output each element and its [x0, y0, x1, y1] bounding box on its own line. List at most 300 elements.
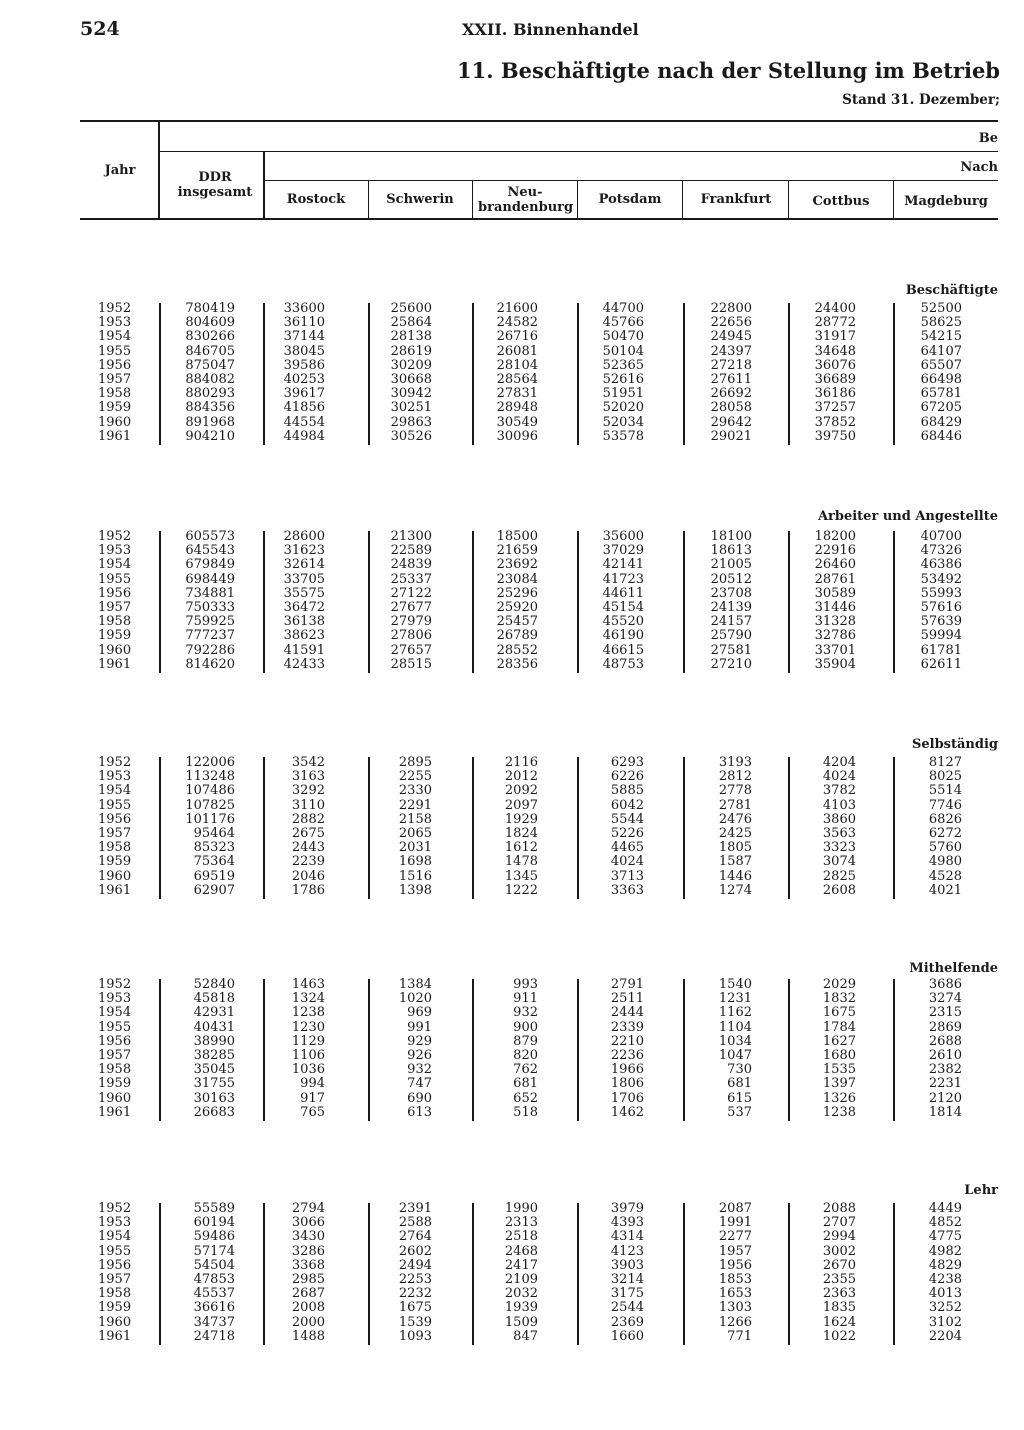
frankfurt-cell: 2277: [718, 1229, 752, 1245]
neubrandenburg-cell: 518: [513, 1104, 538, 1120]
column-divider: [577, 531, 579, 673]
neubrandenburg-cell: 28564: [496, 371, 538, 387]
table-row: [80, 530, 1000, 544]
frankfurt-cell: 27611: [710, 371, 752, 387]
year-cell: 1955: [98, 797, 132, 813]
schwerin-cell: 2253: [398, 1271, 432, 1287]
neubrandenburg-cell: 2518: [504, 1229, 538, 1245]
cottbus-cell: 32786: [814, 628, 856, 644]
ddr-cell: 891968: [185, 414, 235, 430]
section-label-lehr: Lehr: [964, 1183, 998, 1198]
potsdam-cell: 45520: [602, 614, 644, 630]
year-cell: 1953: [98, 543, 132, 559]
year-cell: 1956: [98, 357, 132, 373]
column-divider: [893, 531, 895, 673]
year-cell: 1959: [98, 1300, 132, 1316]
cottbus-cell: 2707: [822, 1215, 856, 1231]
ddr-cell: 804609: [185, 315, 235, 331]
frankfurt-cell: 1991: [718, 1215, 752, 1231]
rostock-cell: 3292: [291, 783, 325, 799]
cottbus-cell: 3860: [822, 811, 856, 827]
schwerin-cell: 969: [407, 1005, 432, 1021]
header-vline: [472, 181, 473, 218]
frankfurt-cell: 1034: [718, 1033, 752, 1049]
magdeburg-cell: 2610: [928, 1047, 962, 1063]
potsdam-cell: 50104: [602, 343, 644, 359]
cottbus-cell: 33701: [814, 642, 856, 658]
page-number: 524: [80, 18, 120, 40]
year-cell: 1956: [98, 585, 132, 601]
magdeburg-cell: 68446: [920, 428, 962, 444]
ddr-cell: 38990: [193, 1033, 235, 1049]
cottbus-cell: 36186: [814, 386, 856, 402]
frankfurt-cell: 23708: [710, 585, 752, 601]
rostock-cell: 2046: [291, 868, 325, 884]
schwerin-cell: 30526: [390, 428, 432, 444]
rostock-cell: 44554: [283, 414, 325, 430]
magdeburg-cell: 58625: [920, 315, 962, 331]
neubrandenburg-cell: 1478: [504, 854, 538, 870]
potsdam-cell: 6042: [610, 797, 644, 813]
rostock-cell: 35575: [283, 585, 325, 601]
frankfurt-cell: 1104: [718, 1019, 752, 1035]
cottbus-cell: 30589: [814, 585, 856, 601]
cottbus-cell: 28772: [814, 315, 856, 331]
table-row: [80, 316, 1000, 330]
year-cell: 1961: [98, 1104, 132, 1120]
neubrandenburg-cell: 23084: [496, 571, 538, 587]
year-cell: 1959: [98, 854, 132, 870]
year-cell: 1954: [98, 557, 132, 573]
potsdam-cell: 5226: [610, 825, 644, 841]
neubrandenburg-cell: 2109: [504, 1271, 538, 1287]
cottbus-cell: 31446: [814, 599, 856, 615]
cottbus-cell: 2029: [822, 977, 856, 992]
table-row: [80, 1092, 1000, 1106]
frankfurt-cell: 29642: [710, 414, 752, 430]
potsdam-cell: 50470: [602, 329, 644, 345]
neubrandenburg-cell: 26716: [496, 329, 538, 345]
schwerin-cell: 24839: [390, 557, 432, 573]
magdeburg-cell: 57639: [920, 614, 962, 630]
table-row: [80, 1202, 1000, 1216]
potsdam-cell: 4465: [610, 840, 644, 856]
magdeburg-cell: 2869: [928, 1019, 962, 1035]
rostock-cell: 38623: [283, 628, 325, 644]
frankfurt-cell: 27218: [710, 357, 752, 373]
table-row: [80, 401, 1000, 415]
column-divider: [159, 1203, 161, 1345]
ddr-cell: 54504: [193, 1257, 235, 1273]
ddr-cell: 26683: [193, 1104, 235, 1120]
neubrandenburg-cell: 1824: [504, 825, 538, 841]
magdeburg-cell: 4852: [928, 1215, 962, 1231]
frankfurt-cell: 2812: [718, 769, 752, 785]
potsdam-cell: 4123: [610, 1243, 644, 1259]
neubrandenburg-cell: 21659: [496, 543, 538, 559]
table-row: [80, 601, 1000, 615]
stand-note: Stand 31. Dezember;: [842, 92, 1000, 108]
schwerin-cell: 2588: [398, 1215, 432, 1231]
magdeburg-cell: 2231: [928, 1076, 962, 1092]
magdeburg-cell: 5760: [928, 840, 962, 856]
frankfurt-cell: 615: [727, 1090, 752, 1106]
schwerin-cell: 2232: [398, 1286, 432, 1302]
neubrandenburg-cell: 23692: [496, 557, 538, 573]
table-row: [80, 813, 1000, 827]
magdeburg-cell: 4982: [928, 1243, 962, 1259]
schwerin-cell: 926: [407, 1047, 432, 1063]
magdeburg-cell: 4238: [928, 1271, 962, 1287]
rostock-cell: 37144: [283, 329, 325, 345]
table-row: [80, 1230, 1000, 1244]
frankfurt-cell: 22800: [710, 301, 752, 316]
column-divider: [263, 757, 265, 899]
column-divider: [893, 979, 895, 1121]
ddr-cell: 101176: [185, 811, 235, 827]
schwerin-cell: 28138: [390, 329, 432, 345]
column-divider: [368, 1203, 370, 1345]
cottbus-cell: 3782: [822, 783, 856, 799]
potsdam-cell: 6293: [610, 755, 644, 770]
cottbus-cell: 1680: [822, 1047, 856, 1063]
ddr-cell: 759925: [185, 614, 235, 630]
cottbus-cell: 2088: [822, 1201, 856, 1216]
rostock-cell: 1463: [291, 977, 325, 992]
cottbus-cell: 34648: [814, 343, 856, 359]
table-row: [80, 799, 1000, 813]
table-row: [80, 1287, 1000, 1301]
magdeburg-cell: 2204: [928, 1328, 962, 1344]
potsdam-cell: 52020: [602, 400, 644, 416]
table-row: [80, 870, 1000, 884]
potsdam-cell: 45766: [602, 315, 644, 331]
column-divider: [683, 979, 685, 1121]
potsdam-cell: 37029: [602, 543, 644, 559]
header-nach-partial: Nach: [960, 160, 998, 175]
magdeburg-cell: 4980: [928, 854, 962, 870]
frankfurt-cell: 1805: [718, 840, 752, 856]
table-row: [80, 784, 1000, 798]
schwerin-cell: 991: [407, 1019, 432, 1035]
header-region-schwerin: Schwerin: [386, 192, 454, 207]
year-cell: 1957: [98, 825, 132, 841]
section-label-beschaeftigte: Beschäftigte: [905, 283, 998, 298]
magdeburg-cell: 4021: [928, 882, 962, 898]
year-cell: 1955: [98, 571, 132, 587]
cottbus-cell: 4024: [822, 769, 856, 785]
frankfurt-cell: 24139: [710, 599, 752, 615]
frankfurt-cell: 24397: [710, 343, 752, 359]
schwerin-cell: 27677: [390, 599, 432, 615]
header-rule-2: [160, 151, 998, 152]
ddr-cell: 45537: [193, 1286, 235, 1302]
column-divider: [472, 1203, 474, 1345]
year-cell: 1958: [98, 1062, 132, 1078]
column-divider: [368, 531, 370, 673]
potsdam-cell: 45154: [602, 599, 644, 615]
potsdam-cell: 2210: [610, 1033, 644, 1049]
ddr-cell: 52840: [193, 977, 235, 992]
magdeburg-cell: 68429: [920, 414, 962, 430]
year-cell: 1955: [98, 1243, 132, 1259]
schwerin-cell: 2391: [398, 1201, 432, 1216]
table-row: [80, 1106, 1000, 1120]
schwerin-cell: 2255: [398, 769, 432, 785]
frankfurt-cell: 1540: [718, 977, 752, 992]
table-row: [80, 302, 1000, 316]
magdeburg-cell: 6826: [928, 811, 962, 827]
table-row: [80, 558, 1000, 572]
rostock-cell: 765: [300, 1104, 325, 1120]
rostock-cell: 1129: [291, 1033, 325, 1049]
ddr-cell: 59486: [193, 1229, 235, 1245]
table-row: [80, 1216, 1000, 1230]
ddr-cell: 122006: [185, 755, 235, 770]
year-cell: 1954: [98, 1005, 132, 1021]
rostock-cell: 41856: [283, 400, 325, 416]
rostock-cell: 1238: [291, 1005, 325, 1021]
potsdam-cell: 2369: [610, 1314, 644, 1330]
header-ddr: DDR insgesamt: [177, 170, 253, 200]
table-row: [80, 884, 1000, 898]
ddr-cell: 31755: [193, 1076, 235, 1092]
magdeburg-cell: 67205: [920, 400, 962, 416]
ddr-cell: 734881: [185, 585, 235, 601]
potsdam-cell: 35600: [602, 529, 644, 544]
year-cell: 1958: [98, 386, 132, 402]
column-divider: [472, 303, 474, 445]
ddr-cell: 107825: [185, 797, 235, 813]
cottbus-cell: 1784: [822, 1019, 856, 1035]
rostock-cell: 31623: [283, 543, 325, 559]
magdeburg-cell: 61781: [920, 642, 962, 658]
schwerin-cell: 2895: [398, 755, 432, 770]
ddr-cell: 42931: [193, 1005, 235, 1021]
year-cell: 1956: [98, 811, 132, 827]
potsdam-cell: 41723: [602, 571, 644, 587]
rostock-cell: 3066: [291, 1215, 325, 1231]
header-top-rule: [80, 120, 998, 122]
frankfurt-cell: 24157: [710, 614, 752, 630]
table-row: [80, 387, 1000, 401]
magdeburg-cell: 4013: [928, 1286, 962, 1302]
potsdam-cell: 42141: [602, 557, 644, 573]
table-row: [80, 644, 1000, 658]
header-vline: [682, 181, 683, 218]
table-row: [80, 615, 1000, 629]
cottbus-cell: 1835: [822, 1300, 856, 1316]
section-beschaeftigte: [80, 302, 1000, 444]
cottbus-cell: 22916: [814, 543, 856, 559]
rostock-cell: 36138: [283, 614, 325, 630]
table-row: [80, 1049, 1000, 1063]
year-cell: 1960: [98, 868, 132, 884]
schwerin-cell: 28515: [390, 656, 432, 672]
cottbus-cell: 2608: [822, 882, 856, 898]
table-row: [80, 992, 1000, 1006]
header-region-rostock: Rostock: [286, 192, 346, 207]
magdeburg-cell: 4829: [928, 1257, 962, 1273]
table-row: [80, 573, 1000, 587]
potsdam-cell: 52616: [602, 371, 644, 387]
frankfurt-cell: 28058: [710, 400, 752, 416]
section-lehr: [80, 1202, 1000, 1344]
header-vline-ddr: [263, 152, 265, 218]
year-cell: 1958: [98, 614, 132, 630]
cottbus-cell: 1675: [822, 1005, 856, 1021]
year-cell: 1953: [98, 315, 132, 331]
magdeburg-cell: 52500: [920, 301, 962, 316]
frankfurt-cell: 1266: [718, 1314, 752, 1330]
cottbus-cell: 1535: [822, 1062, 856, 1078]
schwerin-cell: 1020: [398, 991, 432, 1007]
rostock-cell: 33600: [283, 301, 325, 316]
cottbus-cell: 1624: [822, 1314, 856, 1330]
table-row: [80, 855, 1000, 869]
magdeburg-cell: 2688: [928, 1033, 962, 1049]
schwerin-cell: 29863: [390, 414, 432, 430]
header-vline: [893, 181, 894, 218]
neubrandenburg-cell: 2116: [504, 755, 538, 770]
ddr-cell: 55589: [193, 1201, 235, 1216]
year-cell: 1952: [98, 301, 132, 316]
neubrandenburg-cell: 25457: [496, 614, 538, 630]
magdeburg-cell: 7746: [928, 797, 962, 813]
rostock-cell: 38045: [283, 343, 325, 359]
schwerin-cell: 1539: [398, 1314, 432, 1330]
rostock-cell: 32614: [283, 557, 325, 573]
neubrandenburg-cell: 1509: [504, 1314, 538, 1330]
section-label-selbstaendig: Selbständig: [911, 737, 998, 752]
rostock-cell: 2008: [291, 1300, 325, 1316]
year-cell: 1961: [98, 656, 132, 672]
potsdam-cell: 3363: [610, 882, 644, 898]
schwerin-cell: 1093: [398, 1328, 432, 1344]
cottbus-cell: 3074: [822, 854, 856, 870]
cottbus-cell: 36689: [814, 371, 856, 387]
schwerin-cell: 30942: [390, 386, 432, 402]
frankfurt-cell: 27210: [710, 656, 752, 672]
schwerin-cell: 1698: [398, 854, 432, 870]
column-divider: [577, 303, 579, 445]
column-divider: [472, 757, 474, 899]
ddr-cell: 107486: [185, 783, 235, 799]
year-cell: 1954: [98, 329, 132, 345]
schwerin-cell: 1384: [398, 977, 432, 992]
year-cell: 1955: [98, 1019, 132, 1035]
frankfurt-cell: 18613: [710, 543, 752, 559]
frankfurt-cell: 22656: [710, 315, 752, 331]
schwerin-cell: 2158: [398, 811, 432, 827]
column-divider: [683, 757, 685, 899]
rostock-cell: 2794: [291, 1201, 325, 1216]
year-cell: 1953: [98, 991, 132, 1007]
schwerin-cell: 27979: [390, 614, 432, 630]
magdeburg-cell: 3686: [928, 977, 962, 992]
schwerin-cell: 21300: [390, 529, 432, 544]
section-mithelfende: [80, 978, 1000, 1120]
year-cell: 1958: [98, 840, 132, 856]
neubrandenburg-cell: 762: [513, 1062, 538, 1078]
potsdam-cell: 1806: [610, 1076, 644, 1092]
column-divider: [788, 757, 790, 899]
frankfurt-cell: 26692: [710, 386, 752, 402]
rostock-cell: 2687: [291, 1286, 325, 1302]
magdeburg-cell: 40700: [920, 529, 962, 544]
cottbus-cell: 3002: [822, 1243, 856, 1259]
chapter-title: XXII. Binnenhandel: [462, 20, 639, 39]
schwerin-cell: 27122: [390, 585, 432, 601]
neubrandenburg-cell: 820: [513, 1047, 538, 1063]
potsdam-cell: 1660: [610, 1328, 644, 1344]
neubrandenburg-cell: 2092: [504, 783, 538, 799]
cottbus-cell: 35904: [814, 656, 856, 672]
cottbus-cell: 2355: [822, 1271, 856, 1287]
table-row: [80, 841, 1000, 855]
rostock-cell: 994: [300, 1076, 325, 1092]
column-divider: [577, 1203, 579, 1345]
ddr-cell: 830266: [185, 329, 235, 345]
frankfurt-cell: 2778: [718, 783, 752, 799]
year-cell: 1957: [98, 599, 132, 615]
column-divider: [263, 979, 265, 1121]
schwerin-cell: 1398: [398, 882, 432, 898]
column-divider: [472, 531, 474, 673]
year-cell: 1954: [98, 1229, 132, 1245]
column-divider: [159, 531, 161, 673]
ddr-cell: 645543: [185, 543, 235, 559]
schwerin-cell: 1516: [398, 868, 432, 884]
column-divider: [893, 303, 895, 445]
potsdam-cell: 2236: [610, 1047, 644, 1063]
ddr-cell: 40431: [193, 1019, 235, 1035]
header-bottom-rule: [80, 218, 998, 220]
ddr-cell: 880293: [185, 386, 235, 402]
ddr-cell: 35045: [193, 1062, 235, 1078]
rostock-cell: 1036: [291, 1062, 325, 1078]
rostock-cell: 2985: [291, 1271, 325, 1287]
table-row: [80, 1330, 1000, 1344]
neubrandenburg-cell: 932: [513, 1005, 538, 1021]
frankfurt-cell: 1303: [718, 1300, 752, 1316]
cottbus-cell: 2363: [822, 1286, 856, 1302]
neubrandenburg-cell: 1222: [504, 882, 538, 898]
potsdam-cell: 5885: [610, 783, 644, 799]
year-cell: 1954: [98, 783, 132, 799]
header-region-frankfurt: Frankfurt: [700, 192, 772, 207]
frankfurt-cell: 730: [727, 1062, 752, 1078]
potsdam-cell: 3979: [610, 1201, 644, 1216]
neubrandenburg-cell: 879: [513, 1033, 538, 1049]
potsdam-cell: 3903: [610, 1257, 644, 1273]
year-cell: 1959: [98, 628, 132, 644]
ddr-cell: 38285: [193, 1047, 235, 1063]
neubrandenburg-cell: 1345: [504, 868, 538, 884]
column-divider: [577, 979, 579, 1121]
table-title: 11. Beschäftigte nach der Stellung im Betrieb: [457, 58, 1000, 83]
ddr-cell: 750333: [185, 599, 235, 615]
neubrandenburg-cell: 27831: [496, 386, 538, 402]
cottbus-cell: 2825: [822, 868, 856, 884]
ddr-cell: 113248: [185, 769, 235, 785]
potsdam-cell: 51951: [602, 386, 644, 402]
potsdam-cell: 2511: [610, 991, 644, 1007]
section-selbstaendig: [80, 756, 1000, 898]
table-row: [80, 373, 1000, 387]
year-cell: 1956: [98, 1257, 132, 1273]
magdeburg-cell: 55993: [920, 585, 962, 601]
